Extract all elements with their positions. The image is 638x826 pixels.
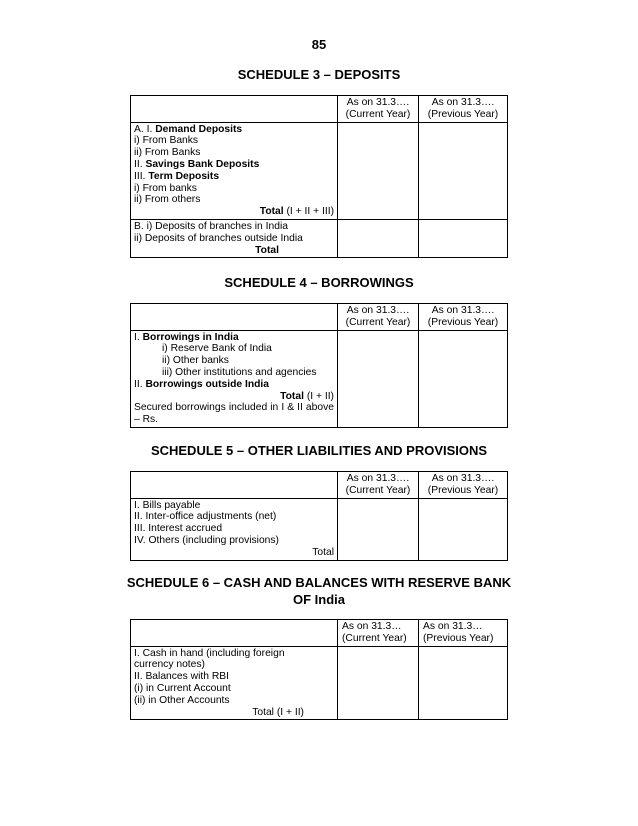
header-label: (Previous Year) [423,632,494,644]
list-item: A. I. Demand Deposits [134,123,243,135]
table-header-row [131,304,508,331]
liabilities-particulars [131,498,338,560]
header-label: (Current Year) [345,484,411,496]
current-year-value [338,330,419,427]
previous-year-value [419,646,508,720]
previous-year-value [419,498,508,560]
schedule-4-title: SCHEDULE 4 – BORROWINGS [224,275,414,290]
previous-year-header [419,620,508,647]
schedule-4-table [130,303,508,428]
current-year-header [338,620,419,647]
header-date: As on 31.3… [342,621,402,632]
total-line: Total (I + II) [280,390,334,402]
list-item: (ii) in Other Accounts [134,694,230,706]
previous-year-value [419,122,508,219]
header-date: As on 31.3…. [431,473,495,484]
list-item: I. Bills payable [134,499,201,511]
cash-balances-row [131,646,508,720]
total-line: Total [312,546,334,558]
list-item: i) From banks [134,182,197,194]
list-item: ii) From others [134,194,201,206]
list-item: i) From Banks [134,135,199,147]
borrowings-particulars [131,330,338,427]
title-line: OF India [293,592,345,607]
list-item: ii) Other banks [162,355,229,367]
list-item: II. Savings Bank Deposits [134,158,260,170]
header-date: As on 31.3…. [346,305,410,316]
list-item: II. Borrowings outside India [134,378,270,390]
section-a-row [131,122,508,219]
schedule-3-table [130,95,508,258]
current-year-value [338,498,419,560]
list-item: B. i) Deposits of branches in India [134,220,288,232]
header-label: (Current Year) [345,316,411,328]
header-blank-cell [131,472,338,499]
previous-year-header [419,96,508,123]
previous-year-header [419,472,508,499]
header-label: (Current Year) [345,108,411,120]
header-date: As on 31.3…. [431,97,495,108]
total-line: Total [255,244,279,256]
header-blank-cell [131,96,338,123]
current-year-value [338,219,419,257]
header-blank-cell [131,304,338,331]
current-year-header [338,96,419,123]
header-date: As on 31.3…. [346,97,410,108]
section-b-particulars [131,219,338,257]
header-label: (Current Year) [342,632,407,644]
previous-year-value [419,219,508,257]
table-header-row [131,620,508,647]
section-a-particulars [131,122,338,219]
list-item: I. Borrowings in India [134,331,239,343]
list-item: III. Term Deposits [134,170,220,182]
list-item: ii) From Banks [134,147,201,159]
total-line: Total (I + II) [252,706,304,718]
previous-year-value [419,330,508,427]
list-item: II. Inter-office adjustments (net) [134,511,277,523]
total-line: Total (I + II + III) [259,206,334,218]
schedule-5-table [130,471,508,561]
page-number: 85 [311,37,327,52]
schedule-5-title: SCHEDULE 5 – OTHER LIABILITIES AND PROVISIONS [150,443,488,458]
previous-year-header [419,304,508,331]
current-year-value [338,122,419,219]
list-item: i) Reserve Bank of India [162,343,272,355]
header-label: (Previous Year) [427,484,499,496]
header-blank-cell [131,620,338,647]
list-item: iii) Other institutions and agencies [162,366,317,378]
secured-borrowings-note: Secured borrowings included in I & II above – Rs. [134,402,334,426]
table-header-row [131,96,508,123]
cash-balances-particulars [131,646,338,720]
header-date: As on 31.3…. [431,305,495,316]
header-label: (Previous Year) [427,108,499,120]
table-header-row [131,472,508,499]
current-year-header [338,472,419,499]
header-label: (Previous Year) [427,316,499,328]
section-b-row [131,219,508,257]
schedule-3-title: SCHEDULE 3 – DEPOSITS [237,67,401,82]
list-item: III. Interest accrued [134,523,223,535]
list-item: I. Cash in hand (including foreign [134,647,285,659]
schedule-6-table [130,619,508,720]
current-year-value [338,646,419,720]
list-item: ii) Deposits of branches outside India [134,232,303,244]
list-item: (i) in Current Account [134,682,231,694]
liabilities-row [131,498,508,560]
title-line: SCHEDULE 6 – CASH AND BALANCES WITH RESERVE BANK [126,575,512,590]
list-item: currency notes) [134,659,205,671]
schedule-6-title [0,574,638,608]
list-item: IV. Others (including provisions) [134,534,279,546]
list-item: II. Balances with RBI [134,671,229,683]
current-year-header [338,304,419,331]
header-date: As on 31.3…. [346,473,410,484]
borrowings-row [131,330,508,427]
header-date: As on 31.3… [423,621,483,632]
